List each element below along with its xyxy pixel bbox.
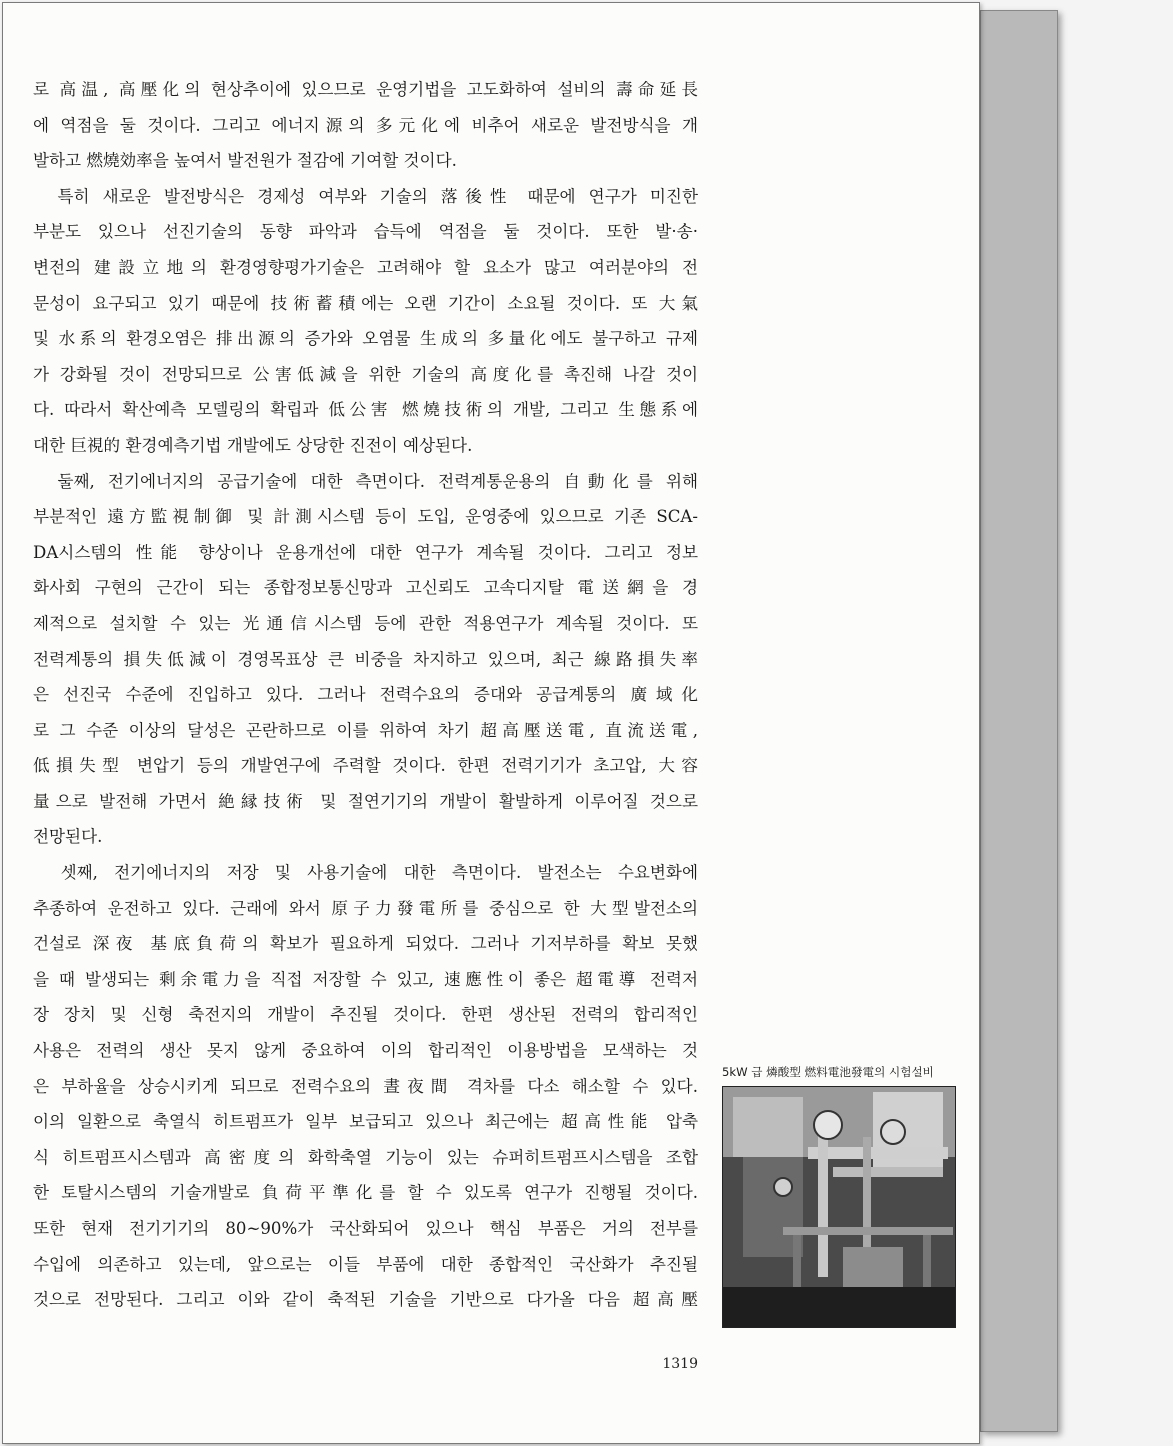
body-line: 전망된다. — [33, 827, 103, 847]
page-number: 1319 — [662, 1356, 698, 1372]
body-line: 것으로 전망된다. 그리고 이와 같이 축적된 기술을 기반으로 다가올 다음 超高壓 — [33, 1290, 698, 1310]
body-line: 및 水系의 환경오염은 排出源의 증가와 오염물 生成의 多量化에도 불구하고 규제 — [33, 329, 698, 349]
body-line: DA시스템의 性能 향상이나 운용개선에 대한 연구가 계속될 것이다. 그리고 정보 — [33, 542, 698, 562]
body-line: 부분적인 遠方監視制御 및 計測시스템 등이 도입, 운영중에 있으므로 기존 SCA- — [33, 507, 698, 527]
body-line: 변전의 建設立地의 환경영향평가기술은 고려해야 할 요소가 많고 여러분야의 전 — [33, 257, 698, 277]
body-line: 전력계통의 損失低減이 경영목표상 큰 비중을 차지하고 있으며, 최근 線路損失率 — [33, 649, 698, 669]
body-line: 발하고 燃燒効率을 높여서 발전원가 절감에 기여할 것이다. — [33, 151, 457, 171]
body-line: 로 高温, 高壓化의 현상추이에 있으므로 운영기법을 고도화하여 설비의 壽命延長 — [33, 80, 698, 99]
body-line: 이의 일환으로 축열식 히트펌프가 일부 보급되고 있으나 최근에는 超高性能 압축 — [33, 1112, 698, 1132]
fuel-cell-test-equipment-photo — [723, 1087, 955, 1327]
figure-caption: 5kW 급 燐酸型 燃料電池發電의 시험설비 — [722, 1065, 934, 1079]
body-line: 은 선진국 수준에 진입하고 있다. 그러나 전력수요의 증대와 공급계통의 廣域化 — [33, 685, 698, 705]
body-line: 에 역점을 둘 것이다. 그리고 에너지源의 多元化에 비추어 새로운 발전방식을 개 — [33, 115, 698, 135]
body-line: 특히 새로운 발전방식은 경제성 여부와 기술의 落後性 때문에 연구가 미진한 — [33, 186, 698, 206]
body-line: 셋째, 전기에너지의 저장 및 사용기술에 대한 측면이다. 발전소는 수요변화에 — [33, 863, 698, 883]
body-line: 장 장치 및 신형 축전지의 개발이 추진될 것이다. 한편 생산된 전력의 합리적인 — [33, 1005, 698, 1025]
body-line: 대한 巨視的 환경예측기법 개발에도 상당한 진전이 예상된다. — [33, 435, 473, 455]
body-line: 로 그 수준 이상의 달성은 곤란하므로 이를 위하여 차기 超高壓送電, 直流送電, — [33, 720, 698, 740]
body-line: 사용은 전력의 생산 못지 않게 중요하여 이의 합리적인 이용방법을 모색하는 것 — [33, 1041, 698, 1061]
body-line: 제적으로 설치할 수 있는 光通信시스템 등에 관한 적용연구가 계속될 것이다. 또 — [33, 613, 698, 633]
body-line: 또한 현재 전기기기의 80~90%가 국산화되어 있으나 핵심 부품은 거의 전부를 — [33, 1219, 698, 1238]
body-line: 가 강화될 것이 전망되므로 公害低減을 위한 기술의 高度化를 촉진해 나갈 것이 — [33, 364, 698, 384]
body-line: 화사회 구현의 근간이 되는 종합정보통신망과 고신뢰도 고속디지탈 電送網을 경 — [33, 578, 698, 598]
body-line: 量으로 발전해 가면서 絶縁技術 및 절연기기의 개발이 활발하게 이루어질 것으로 — [33, 791, 698, 811]
body-line: 한 토탈시스템의 기술개발로 負荷平準化를 할 수 있도록 연구가 진행될 것이다. — [33, 1183, 698, 1203]
body-text — [33, 76, 698, 1322]
body-line: 둘째, 전기에너지의 공급기술에 대한 측면이다. 전력계통운용의 自動化를 위해 — [33, 471, 698, 491]
body-line: 식 히트펌프시스템과 高密度의 화학축열 기능이 있는 슈퍼히트펌프시스템을 조합 — [33, 1147, 698, 1167]
body-line: 다. 따라서 확산예측 모델링의 확립과 低公害 燃燒技術의 개발, 그리고 生態系에 — [33, 400, 698, 420]
book-page-stack — [980, 10, 1058, 1432]
body-line: 低損失型 변압기 등의 개발연구에 주력할 것이다. 한편 전력기기가 초고압, 大容 — [33, 756, 698, 776]
body-line: 건설로 深夜 基底負荷의 확보가 필요하게 되었다. 그러나 기저부하를 확보 못했 — [33, 934, 698, 954]
body-line: 은 부하율을 상승시키게 되므로 전력수요의 晝夜間 격차를 다소 해소할 수 있다. — [33, 1076, 698, 1096]
body-line: 을 때 발생되는 剩余電力을 직접 저장할 수 있고, 速應性이 좋은 超電導 전력저 — [33, 969, 698, 989]
body-line: 부분도 있으나 선진기술의 동향 파악과 습득에 역점을 둘 것이다. 또한 발·송· — [33, 222, 698, 242]
body-line: 수입에 의존하고 있는데, 앞으로는 이들 부품에 대한 종합적인 국산화가 추진될 — [33, 1254, 698, 1274]
body-line: 문성이 요구되고 있기 때문에 技術蓄積에는 오랜 기간이 소요될 것이다. 또 大氣 — [33, 293, 698, 313]
figure-photo — [722, 1086, 956, 1328]
body-line: 추종하여 운전하고 있다. 근래에 와서 原子力發電所를 중심으로 한 大型발전소의 — [33, 898, 698, 918]
